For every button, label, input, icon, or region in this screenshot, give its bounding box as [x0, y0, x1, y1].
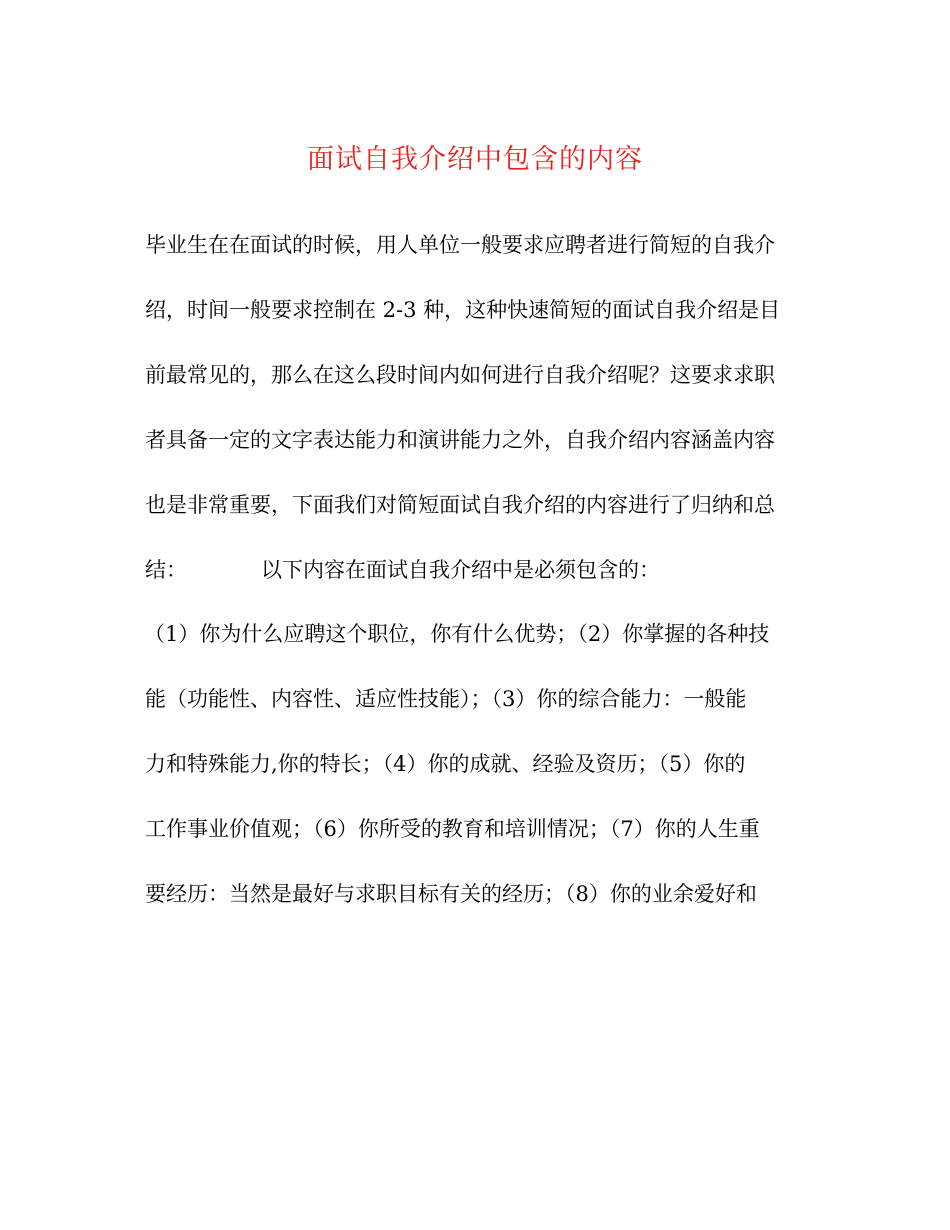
paragraph-line: 也是非常重要，下面我们对简短面试自我介绍的内容进行了归纳和总	[145, 493, 775, 517]
list-line: 工作事业价值观；（6）你所受的教育和培训情况；（7）你的人生重	[145, 817, 760, 841]
paragraph-line: 前最常见的，那么在这么段时间内如何进行自我介绍呢？这要求求职	[145, 363, 775, 387]
list-line: 力和特殊能力,你的特长；（4）你的成就、经验及资历；（5）你的	[145, 752, 746, 776]
subheading-text: 以下内容在面试自我介绍中是必须包含的：	[261, 558, 660, 582]
paragraph-line: 绍，时间一般要求控制在 2-3 种，这种快速简短的面试自我介绍是目	[145, 298, 781, 322]
list-line: 要经历：当然是最好与求职目标有关的经历；（8）你的业余爱好和	[145, 882, 757, 906]
paragraph-line: 者具备一定的文字表达能力和演讲能力之外，自我介绍内容涵盖内容	[145, 428, 775, 452]
document-title: 面试自我介绍中包含的内容	[307, 144, 643, 175]
paragraph-line-split	[145, 555, 660, 585]
list-line: 能（功能性、内容性、适应性技能）；（3）你的综合能力：一般能	[145, 687, 747, 711]
list-line: （1）你为什么应聘这个职位，你有什么优势；（2）你掌握的各种技	[144, 622, 770, 646]
paragraph-line-end: 结：	[145, 558, 187, 582]
paragraph-line: 毕业生在在面试的时候，用人单位一般要求应聘者进行简短的自我介	[145, 233, 775, 257]
